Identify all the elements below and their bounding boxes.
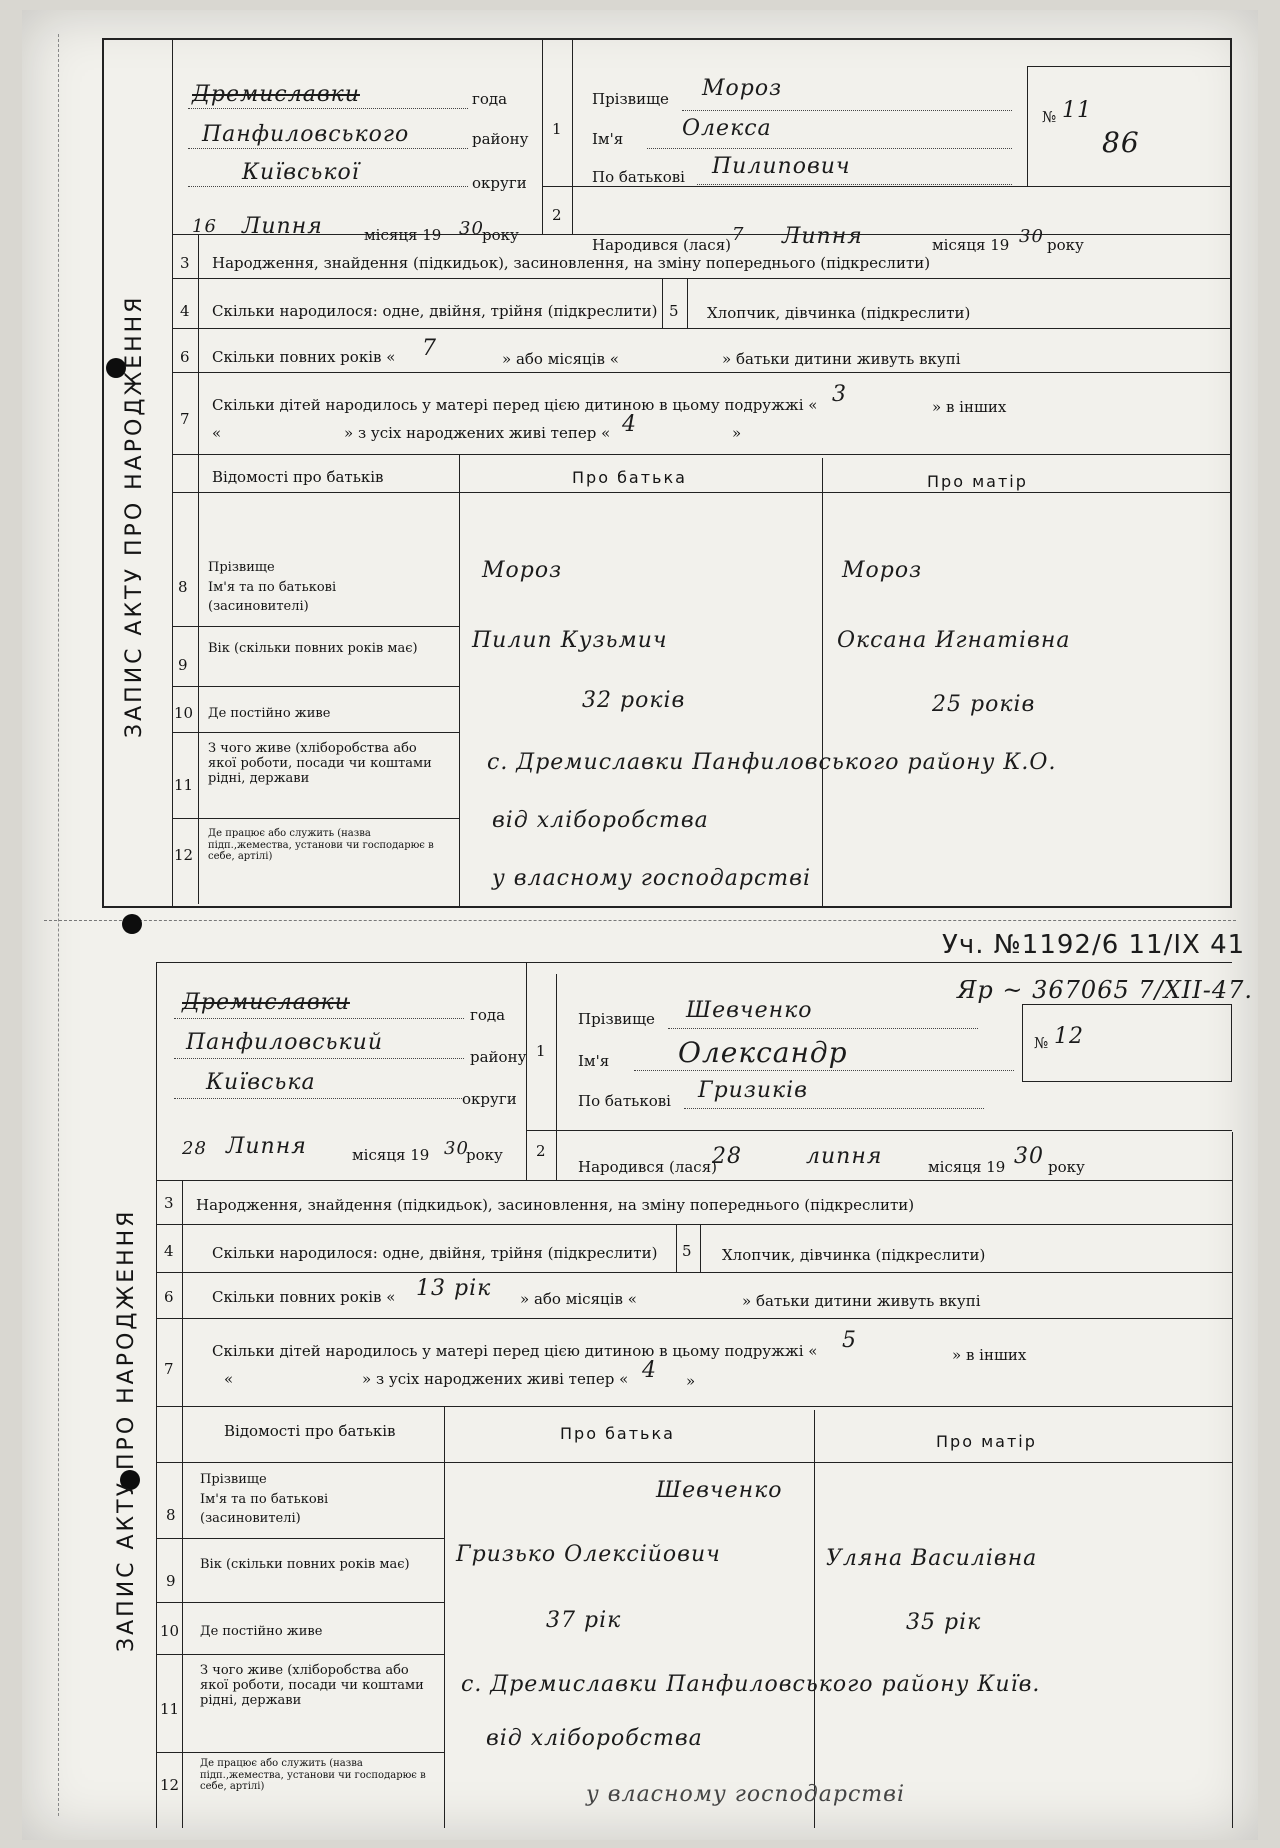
- father-name-handwriting: Гризько Олексійович: [456, 1542, 721, 1567]
- row-number-2: 2: [536, 1142, 546, 1160]
- patronymic-label: По батькові: [578, 1092, 671, 1110]
- born-month-label: місяця 19: [928, 1158, 1006, 1176]
- record-number-label: №: [1034, 1034, 1049, 1052]
- birth-record-form-2: [86, 962, 1232, 1828]
- question-3: Народження, знайдення (підкидьок), засиновлення, на зміну попереднього (підкреслити): [212, 254, 931, 272]
- born-month: Липня: [782, 224, 863, 249]
- village-label: года: [472, 90, 508, 108]
- mother-age-handwriting: 35 рік: [906, 1610, 982, 1635]
- parents-table-heading: Відомості про батьків: [224, 1422, 396, 1440]
- born-label: Народився (лася): [578, 1158, 718, 1176]
- question-7-answer-2: 4: [622, 412, 637, 437]
- question-11: З чого живе (хліборобства або якої роботи, посади чи коштами рідні, держави: [200, 1663, 424, 1708]
- mother-surname-handwriting: Мороз: [842, 558, 923, 583]
- punch-hole: [122, 914, 142, 934]
- record-number-handwriting: 12: [1054, 1024, 1084, 1049]
- question-6-b: » або місяців «: [502, 350, 619, 368]
- question-6-answer: 13 рік: [416, 1276, 492, 1301]
- father-column-heading: Про батька: [572, 468, 687, 487]
- question-9: Вік (скільки повних років має): [208, 641, 418, 656]
- row-number-8: 8: [178, 578, 188, 596]
- born-year-label: року: [1047, 236, 1084, 254]
- question-5: Хлопчик, дівчинка (підкреслити): [722, 1246, 986, 1264]
- question-6-a: Скільки повних років «: [212, 348, 396, 366]
- question-7-c: «: [212, 424, 222, 442]
- question-7-d: » з усіх народжених живі тепер «: [362, 1370, 629, 1388]
- village-label: года: [470, 1006, 506, 1024]
- question-7-answer-1: 3: [832, 382, 847, 407]
- born-day: 7: [732, 224, 745, 245]
- vertical-title: ЗАПИС АКТУ ПРО НАРОДЖЕННЯ: [122, 294, 147, 738]
- question-7-answer-1: 5: [842, 1328, 857, 1353]
- question-12: Де працює або служить (назва підп.,жемества, установи чи господарює в себе, артілі): [208, 828, 434, 862]
- mother-age-handwriting: 25 років: [932, 692, 1036, 717]
- mother-name-handwriting: Оксана Игнатівна: [837, 628, 1071, 653]
- father-column-heading: Про батька: [560, 1424, 675, 1443]
- row-number-12: 12: [160, 1776, 180, 1794]
- born-year: 30: [1019, 226, 1044, 247]
- row-number-6: 6: [164, 1288, 174, 1306]
- vertical-title: ЗАПИС АКТУ ПРО НАРОДЖЕННЯ: [114, 1208, 139, 1652]
- parents-table-heading: Відомості про батьків: [212, 468, 384, 486]
- district-label: району: [470, 1048, 527, 1066]
- district-handwriting: Панфиловський: [186, 1030, 384, 1055]
- question-6-a: Скільки повних років «: [212, 1288, 396, 1306]
- row-number-8: 8: [166, 1506, 176, 1524]
- father-name-handwriting: Пилип Кузьмич: [472, 628, 668, 653]
- district-label: району: [472, 130, 529, 148]
- row-number-4: 4: [164, 1242, 174, 1260]
- question-7-d: » з усіх народжених живі тепер «: [344, 424, 611, 442]
- father-age-handwriting: 37 рік: [546, 1608, 622, 1633]
- question-7-c: «: [224, 1370, 234, 1388]
- residence-handwriting: с. Дремиславки Панфиловського району Київ.: [461, 1672, 1041, 1697]
- question-7-b: » в інших: [932, 398, 1007, 416]
- row-number-11: 11: [160, 1700, 180, 1718]
- surname-handwriting: Шевченко: [686, 998, 813, 1023]
- row-number-7: 7: [180, 410, 190, 428]
- occupation-handwriting: від хліборобства: [486, 1726, 703, 1751]
- workplace-handwriting: у власному господарстві: [586, 1782, 906, 1807]
- page-separator: [44, 920, 1236, 921]
- row-number-5: 5: [682, 1242, 692, 1260]
- question-8: Прізвище Ім'я та по батькові (засиновителі): [200, 1472, 329, 1526]
- question-3: Народження, знайдення (підкидьок), засиновлення, на зміну попереднього (підкреслити): [196, 1196, 915, 1214]
- workplace-handwriting: у власному господарстві: [492, 866, 812, 891]
- row-number-7: 7: [164, 1360, 174, 1378]
- surname-label: Прізвище: [578, 1010, 655, 1028]
- name-label: Ім'я: [578, 1052, 610, 1070]
- question-5: Хлопчик, дівчинка (підкреслити): [707, 304, 971, 322]
- question-10: Де постійно живе: [208, 706, 331, 721]
- father-surname-handwriting: Мороз: [482, 558, 563, 583]
- village-handwriting: Дремиславки: [182, 990, 350, 1015]
- registration-month: Липня: [226, 1134, 307, 1159]
- row-number-5: 5: [669, 302, 679, 320]
- name-label: Ім'я: [592, 130, 624, 148]
- question-4: Скільки народилося: одне, двійня, трійня (підкреслити): [212, 302, 658, 320]
- record-number-label: №: [1042, 108, 1057, 126]
- patronymic-label: По батькові: [592, 168, 685, 186]
- surname-label: Прізвище: [592, 90, 669, 108]
- registration-month-label: місяця 19: [364, 226, 442, 244]
- question-12: Де працює або служить (назва підп.,жемества, установи чи господарює в себе, артілі): [200, 1758, 426, 1792]
- row-number-12: 12: [174, 846, 194, 864]
- birth-record-form-1: [102, 38, 1232, 908]
- residence-handwriting: с. Дремиславки Панфиловського району К.О.: [487, 750, 1057, 775]
- question-7-a: Скільки дітей народилось у матері перед цією дитиною в цьому подружжі «: [212, 396, 818, 414]
- record-number-second: 86: [1102, 126, 1140, 159]
- question-4: Скільки народилося: одне, двійня, трійня (підкреслити): [212, 1244, 658, 1262]
- patronymic-handwriting: Гризиків: [698, 1078, 808, 1103]
- registration-year-label: року: [482, 226, 519, 244]
- district-handwriting: Панфиловського: [202, 122, 410, 147]
- mother-column-heading: Про матір: [936, 1432, 1037, 1451]
- annotation-line-2: Яр ~ 367065 7/ХІІ-47.: [957, 976, 1254, 1004]
- okrug-handwriting: Київська: [206, 1070, 316, 1095]
- question-7-e: »: [732, 424, 742, 442]
- question-6-c: » батьки дитини живуть вкупі: [742, 1292, 981, 1310]
- born-month-label: місяця 19: [932, 236, 1010, 254]
- row-number-2: 2: [552, 206, 562, 224]
- row-number-6: 6: [180, 348, 190, 366]
- okrug-label: округи: [462, 1090, 517, 1108]
- occupation-handwriting: від хліборобства: [492, 808, 709, 833]
- question-7-b: » в інших: [952, 1346, 1027, 1364]
- registration-day: 28: [182, 1138, 207, 1159]
- surname-handwriting: Мороз: [702, 76, 783, 101]
- village-handwriting: Дремиславки: [192, 82, 360, 107]
- row-number-3: 3: [180, 254, 190, 272]
- patronymic-handwriting: Пилипович: [712, 154, 851, 179]
- registration-year: 30: [444, 1138, 469, 1159]
- record-number-handwriting: 11: [1062, 98, 1092, 123]
- name-handwriting: Олександр: [678, 1036, 848, 1069]
- row-number-10: 10: [174, 704, 194, 722]
- okrug-label: округи: [472, 174, 527, 192]
- registration-month-label: місяця 19: [352, 1146, 430, 1164]
- row-number-1: 1: [536, 1042, 546, 1060]
- question-6-answer: 7: [422, 336, 437, 361]
- row-number-1: 1: [552, 120, 562, 138]
- row-number-9: 9: [166, 1572, 176, 1590]
- parents-surname-handwriting: Шевченко: [656, 1478, 783, 1503]
- okrug-handwriting: Київської: [242, 160, 360, 185]
- born-day: 28: [712, 1144, 742, 1169]
- mother-name-handwriting: Уляна Василівна: [826, 1546, 1038, 1571]
- question-7-e: »: [686, 1372, 696, 1390]
- left-margin-line: [58, 34, 59, 1816]
- question-8: Прізвище Ім'я та по батькові (засиновителі): [208, 560, 337, 614]
- question-9: Вік (скільки повних років має): [200, 1557, 410, 1572]
- born-year-label: року: [1048, 1158, 1085, 1176]
- born-label: Народився (лася): [592, 236, 732, 254]
- question-11: З чого живе (хліборобства або якої роботи, посади чи коштами рідні, держави: [208, 741, 432, 786]
- annotation-line-1: Уч. №1192/6 11/ІХ 41: [942, 930, 1246, 960]
- born-year: 30: [1014, 1144, 1044, 1169]
- row-number-4: 4: [180, 302, 190, 320]
- question-10: Де постійно живе: [200, 1624, 323, 1639]
- row-number-11: 11: [174, 776, 194, 794]
- row-number-9: 9: [178, 656, 188, 674]
- registration-month: Липня: [242, 214, 323, 239]
- question-6-b: » або місяців «: [520, 1290, 637, 1308]
- name-handwriting: Олекса: [682, 116, 772, 141]
- question-6-c: » батьки дитини живуть вкупі: [722, 350, 961, 368]
- row-number-3: 3: [164, 1194, 174, 1212]
- document-sheet: [22, 10, 1258, 1840]
- born-month: липня: [806, 1144, 883, 1169]
- question-7-a: Скільки дітей народилось у матері перед цією дитиною в цьому подружжі «: [212, 1342, 818, 1360]
- row-number-10: 10: [160, 1622, 180, 1640]
- father-age-handwriting: 32 років: [582, 688, 686, 713]
- question-7-answer-2: 4: [642, 1358, 657, 1383]
- registration-day: 16: [192, 216, 217, 237]
- mother-column-heading: Про матір: [927, 472, 1028, 491]
- registration-year-label: року: [466, 1146, 503, 1164]
- registration-year: 30: [459, 218, 484, 239]
